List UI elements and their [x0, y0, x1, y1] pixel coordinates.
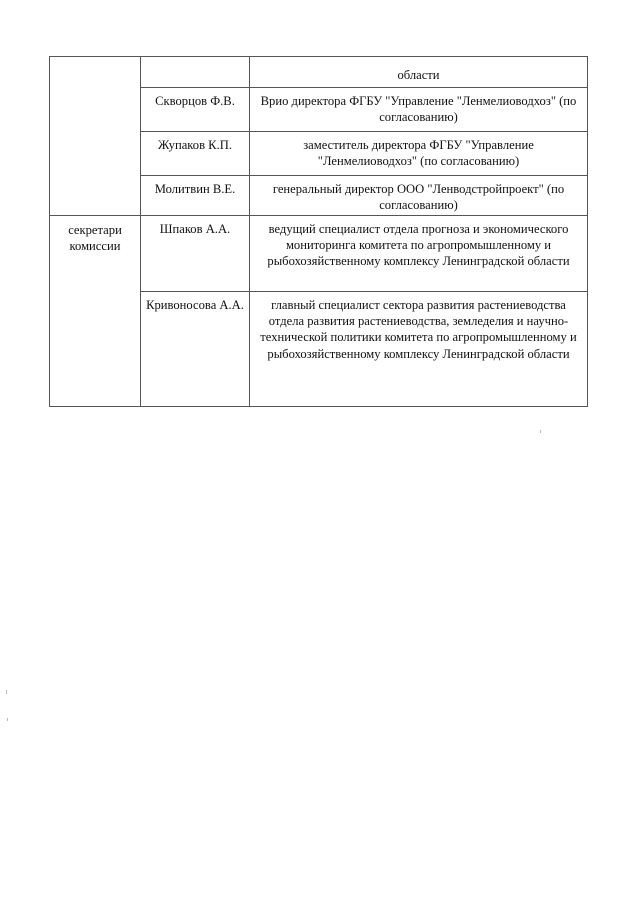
member-name: Кривоносова А.А. [146, 298, 244, 312]
position-cell [250, 176, 588, 216]
name-cell [141, 292, 250, 407]
member-name: Скворцов Ф.В. [155, 94, 235, 108]
name-cell [141, 88, 250, 132]
member-position: главный специалист сектора развития растениеводства отдела развития растениеводства, земледелия и научно-технической политики комитета по агропромышленному и рыбохозяйственному комплексу Ленинградской области [260, 298, 577, 361]
name-cell [141, 57, 250, 88]
scan-speck [540, 430, 541, 433]
name-cell [141, 176, 250, 216]
role-text: секретари комиссии [68, 223, 122, 254]
name-cell [141, 216, 250, 292]
position-cell [250, 88, 588, 132]
member-name: Молитвин В.Е. [154, 182, 236, 196]
position-cell [250, 57, 588, 88]
name-cell [141, 132, 250, 176]
member-position: области [397, 68, 440, 82]
member-position: заместитель директора ФГБУ "Управление "Ленмелиоводхоз" (по согласованию) [303, 138, 534, 169]
table-row [50, 57, 588, 88]
member-name: Шпаков А.А. [159, 222, 231, 236]
commission-members-table [49, 56, 588, 407]
member-name [141, 57, 249, 62]
role-cell [50, 57, 141, 216]
position-cell [250, 216, 588, 292]
member-name: Жупаков К.П. [158, 138, 232, 152]
position-cell [250, 132, 588, 176]
scan-speck [7, 718, 8, 721]
member-position: Врио директора ФГБУ "Управление "Ленмелиоводхоз" (по согласованию) [260, 94, 577, 125]
role-text [50, 57, 140, 62]
table-row [50, 216, 588, 292]
scan-speck [6, 690, 7, 694]
member-position: генеральный директор ООО "Ленводстройпроект" (по согласованию) [272, 182, 565, 213]
role-cell [50, 216, 141, 407]
position-cell [250, 292, 588, 407]
member-position: ведущий специалист отдела прогноза и экономического мониторинга комитета по агропромышленному и рыбохозяйственному комплексу Ленинградской области [267, 222, 570, 269]
